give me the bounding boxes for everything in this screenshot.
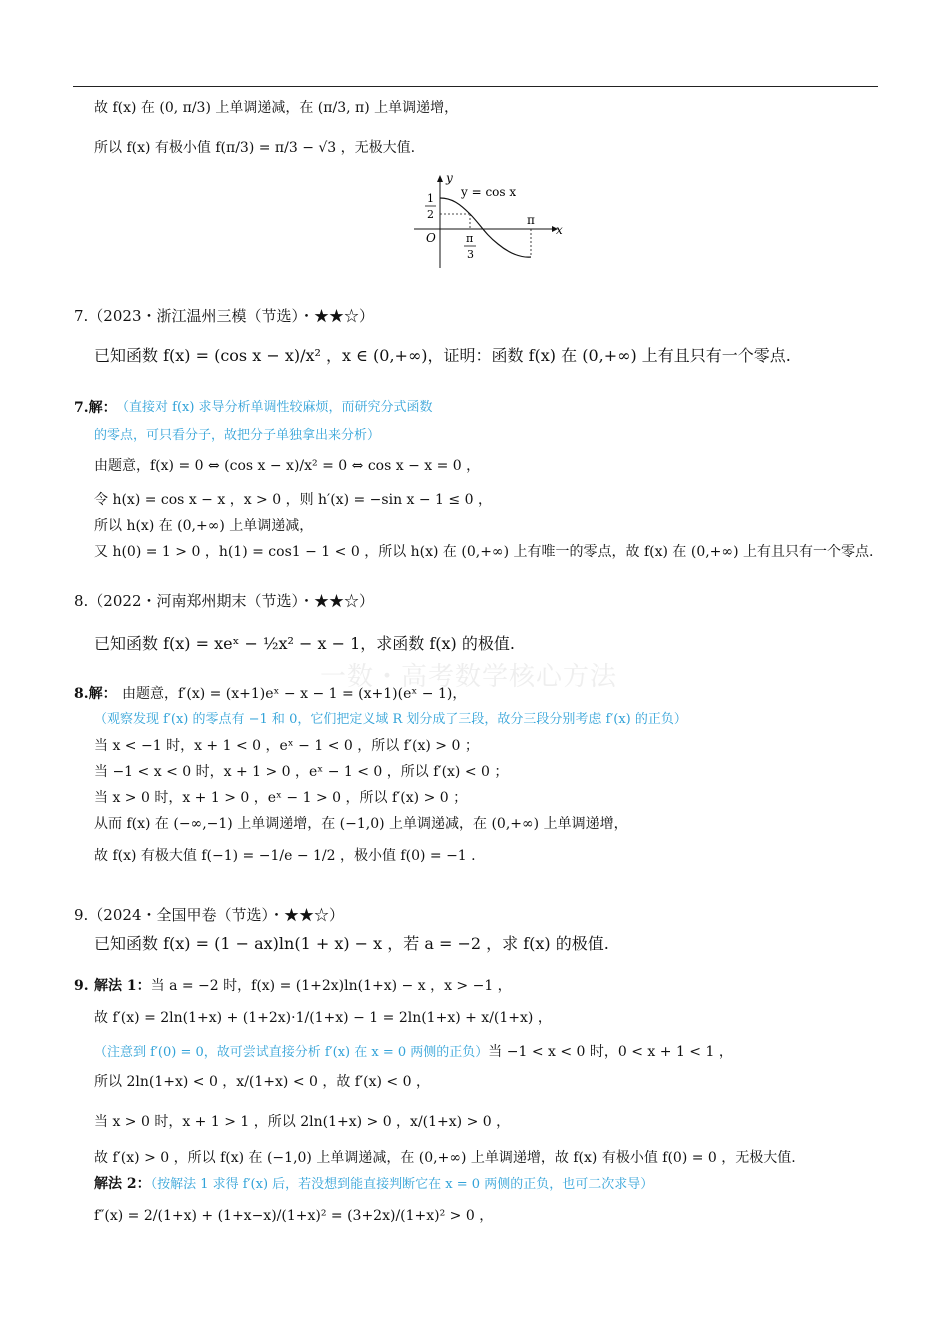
- text-line: 令 h(x) = cos x − x ，x > 0 ，则 h′(x) = −sin x − 1 ≤ 0 ，: [94, 492, 492, 508]
- text-line: 又 h(0) = 1 > 0 ，h(1) = cos1 − 1 < 0 ，所以 h(x) 在 (0,+∞) 上有唯一的零点，故 f(x) 在 (0,+∞) 上有且只有一个零点.: [94, 544, 874, 560]
- mixed-line: （注意到 f′(0) = 0，故可尝试直接分析 f′(x) 在 x = 0 两侧的正负）当 −1 < x < 0 时，0 < x + 1 < 1 ，: [94, 1044, 733, 1060]
- text-line: 所以 2ln(1+x) < 0 ，x/(1+x) < 0 ，故 f′(x) < 0 ，: [94, 1074, 430, 1090]
- solution-number: 7.解：: [74, 400, 117, 416]
- y-axis-arrow: [437, 175, 443, 182]
- origin-label: O: [426, 231, 436, 245]
- text-line: 所以 f(x) 有极小值 f(π/3) = π/3 − √3 ，无极大值.: [94, 140, 416, 156]
- text-line: 所以 h(x) 在 (0,+∞) 上单调递减，: [94, 518, 314, 534]
- text-line: 从而 f(x) 在 (−∞,−1) 上单调递增，在 (−1,0) 上单调递减，在 (0,+∞) 上单调递增，: [94, 816, 628, 832]
- x-tick-num: π: [466, 232, 474, 245]
- solution-number: 8.解：: [74, 686, 117, 702]
- question-stem: 已知函数 f(x) = (cos x − x)/x² ，x ∈ (0,+∞)，证明：函数 f(x) 在 (0,+∞) 上有且只有一个零点.: [94, 346, 791, 365]
- hint-note: （观察发现 f′(x) 的零点有 −1 和 0，它们把定义域 R 划分成了三段，故分三段分别考虑 f′(x) 的正负）: [94, 712, 687, 727]
- x-axis-label: x: [556, 223, 563, 237]
- question-heading: 8.（2022・河南郑州期末（节选）・★★☆）: [74, 592, 374, 610]
- y-tick-num: 1: [427, 192, 434, 205]
- text-line: 故 f(x) 在 (0, π/3) 上单调递减，在 (π/3, π) 上单调递增，: [94, 100, 459, 116]
- method-line: 解法 2：（按解法 1 求得 f′(x) 后，若没想到能直接判断它在 x = 0 两侧的正负，也可二次求导）: [94, 1176, 654, 1192]
- method-line: 解法 1：当 a = −2 时，f(x) = (1+2x)ln(1+x) − x ，x > −1 ，: [94, 978, 512, 994]
- text-line: 故 f(x) 有极大值 f(−1) = −1/e − 1/2 ，极小值 f(0) = −1 .: [94, 848, 476, 864]
- question-stem: 已知函数 f(x) = xeˣ − ½x² − x − 1，求函数 f(x) 的极值.: [94, 634, 515, 653]
- text-line: 当 x < −1 时，x + 1 < 0 ，eˣ − 1 < 0 ，所以 f′(x) > 0 ；: [94, 738, 479, 754]
- hint-note: 的零点，可只看分子，故把分子单独拿出来分析）: [94, 428, 381, 443]
- question-stem: 已知函数 f(x) = (1 − ax)ln(1 + x) − x ，若 a = −2 ，求 f(x) 的极值.: [94, 934, 609, 953]
- text-line: 由题意，f(x) = 0 ⇔ (cos x − x)/x² = 0 ⇔ cos x − x = 0 ，: [94, 458, 481, 474]
- text-line: 当 −1 < x < 0 时，x + 1 > 0 ，eˣ − 1 < 0 ，所以 f′(x) < 0 ；: [94, 764, 509, 780]
- y-axis-label: y: [446, 172, 453, 185]
- hint-note: （直接对 f(x) 求导分析单调性较麻烦，而研究分式函数: [116, 400, 433, 415]
- x-tick-den: 3: [467, 248, 474, 261]
- question-heading: 9.（2024・全国甲卷（节选）・★★☆）: [74, 906, 344, 924]
- text-line: 当 x > 0 时，x + 1 > 1 ，所以 2ln(1+x) > 0 ，x/(1+x) > 0 ，: [94, 1114, 511, 1130]
- curve-label: y = cos x: [461, 185, 517, 199]
- text-line: 故 f′(x) > 0 ，所以 f(x) 在 (−1,0) 上单调递减，在 (0,+∞) 上单调递增，故 f(x) 有极小值 f(0) = 0 ，无极大值.: [94, 1150, 796, 1166]
- text-line: f″(x) = 2/(1+x) + (1+x−x)/(1+x)² = (3+2x)/(1+x)² > 0 ，: [94, 1208, 494, 1224]
- watermark: 一数・高考数学核心方法: [320, 662, 618, 692]
- header-rule: [73, 86, 878, 87]
- cosine-graph: [400, 172, 570, 272]
- text-line: 由题意，f′(x) = (x+1)eˣ − x − 1 = (x+1)(eˣ − 1)，: [122, 686, 467, 702]
- text-line: 当 x > 0 时，x + 1 > 0 ，eˣ − 1 > 0 ，所以 f′(x) > 0 ；: [94, 790, 468, 806]
- solution-number: 9.: [74, 978, 89, 994]
- y-tick-den: 2: [427, 208, 434, 221]
- question-heading: 7.（2023・浙江温州三模（节选）・★★☆）: [74, 307, 374, 325]
- x-pi-label: π: [527, 213, 535, 227]
- cosine-curve: [440, 198, 531, 257]
- text-line: 故 f′(x) = 2ln(1+x) + (1+2x)·1/(1+x) − 1 = 2ln(1+x) + x/(1+x) ，: [94, 1010, 552, 1026]
